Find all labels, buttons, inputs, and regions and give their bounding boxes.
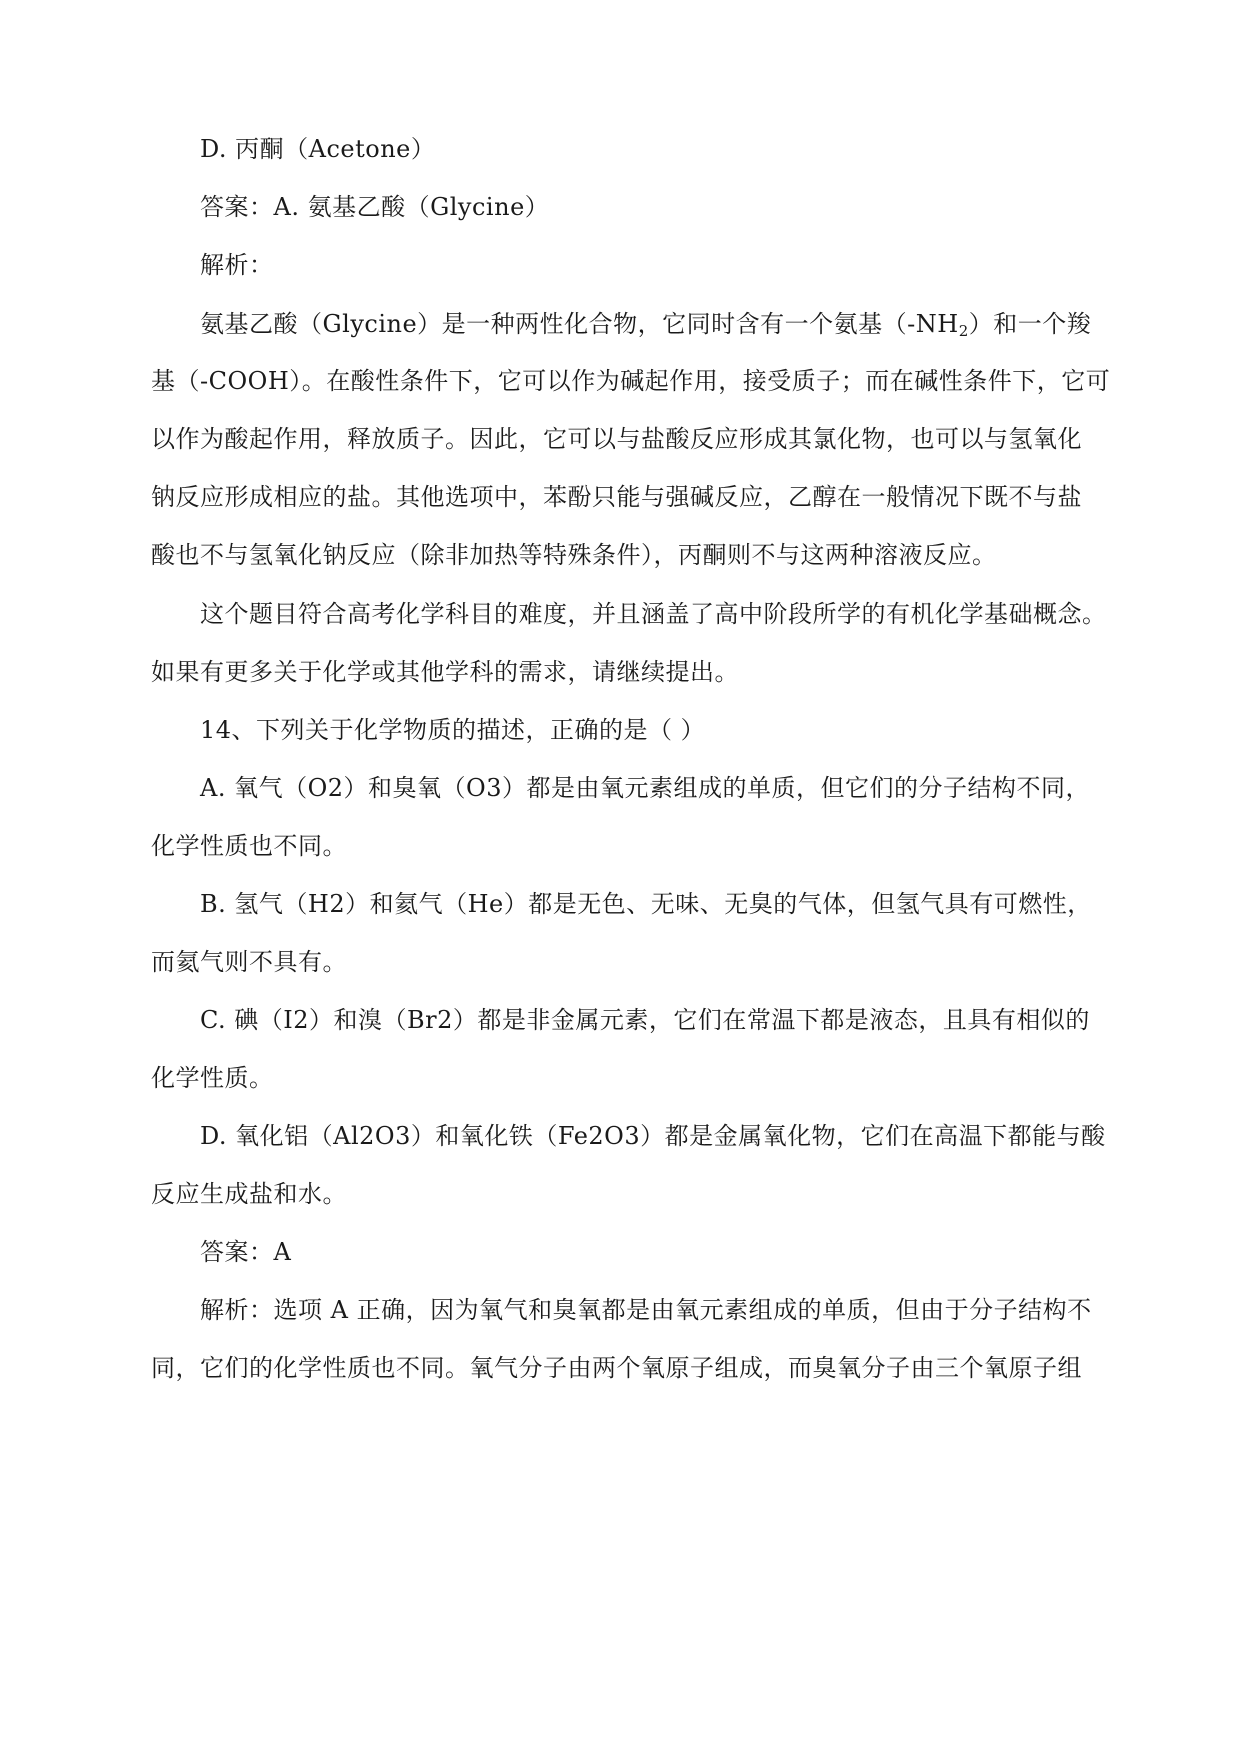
q14-option-a-line2: 化学性质也不同。 [151,832,347,860]
q14-answer: 答案：A [200,1238,292,1266]
q14-analysis-line1: 解析：选项 A 正确，因为氧气和臭氧都是由氧元素组成的单质，但由于分子结构不 [200,1296,1092,1324]
q13-analysis-p1-line1-pre: 氨基乙酸（Glycine）是一种两性化合物，它同时含有一个氨基（-NH [200,310,959,338]
q14-stem: 14、下列关于化学物质的描述，正确的是（ ） [200,716,706,744]
q13-option-d: D. 丙酮（Acetone） [200,135,436,163]
q13-analysis-p1-line1-post: ）和一个羧 [968,310,1092,338]
q13-analysis-p2-line2: 如果有更多关于化学或其他学科的需求，请继续提出。 [151,658,739,686]
q14-option-a-line1: A. 氧气（O2）和臭氧（O3）都是由氧元素组成的单质，但它们的分子结构不同， [200,774,1090,802]
q14-option-c-line2: 化学性质。 [151,1064,274,1092]
q13-analysis-p1-line3: 以作为酸起作用，释放质子。因此，它可以与盐酸反应形成其氯化物，也可以与氢氧化 [151,425,1082,453]
q14-option-d-line2: 反应生成盐和水。 [151,1180,347,1208]
q13-analysis-p1-line5: 酸也不与氢氧化钠反应（除非加热等特殊条件），丙酮则不与这两种溶液反应。 [151,541,997,569]
q14-option-d-line1: D. 氧化铝（Al2O3）和氧化铁（Fe2O3）都是金属氧化物，它们在高温下都能与酸 [200,1122,1106,1150]
q13-analysis-p1-line2: 基（-COOH）。在酸性条件下，它可以作为碱起作用，接受质子；而在碱性条件下，它可 [151,367,1111,395]
q14-option-c-line1: C. 碘（I2）和溴（Br2）都是非金属元素，它们在常温下都是液态，且具有相似的 [200,1006,1090,1034]
q13-analysis-label: 解析： [200,251,274,279]
q13-analysis-p1-line4: 钠反应形成相应的盐。其他选项中，苯酚只能与强碱反应，乙醇在一般情况下既不与盐 [151,483,1082,511]
q13-analysis-p2-line1: 这个题目符合高考化学科目的难度，并且涵盖了高中阶段所学的有机化学基础概念。 [200,600,1107,628]
q14-option-b-line2: 而氦气则不具有。 [151,948,347,976]
q14-analysis-line2: 同，它们的化学性质也不同。氧气分子由两个氧原子组成，而臭氧分子由三个氧原子组 [151,1354,1082,1382]
q14-option-b-line1: B. 氢气（H2）和氦气（He）都是无色、无味、无臭的气体，但氢气具有可燃性， [200,890,1092,918]
q13-analysis-p1-line1 [200,309,1091,339]
q13-analysis-p1-line1-subscript: 2 [958,322,969,340]
q13-answer: 答案：A. 氨基乙酸（Glycine） [200,193,550,221]
